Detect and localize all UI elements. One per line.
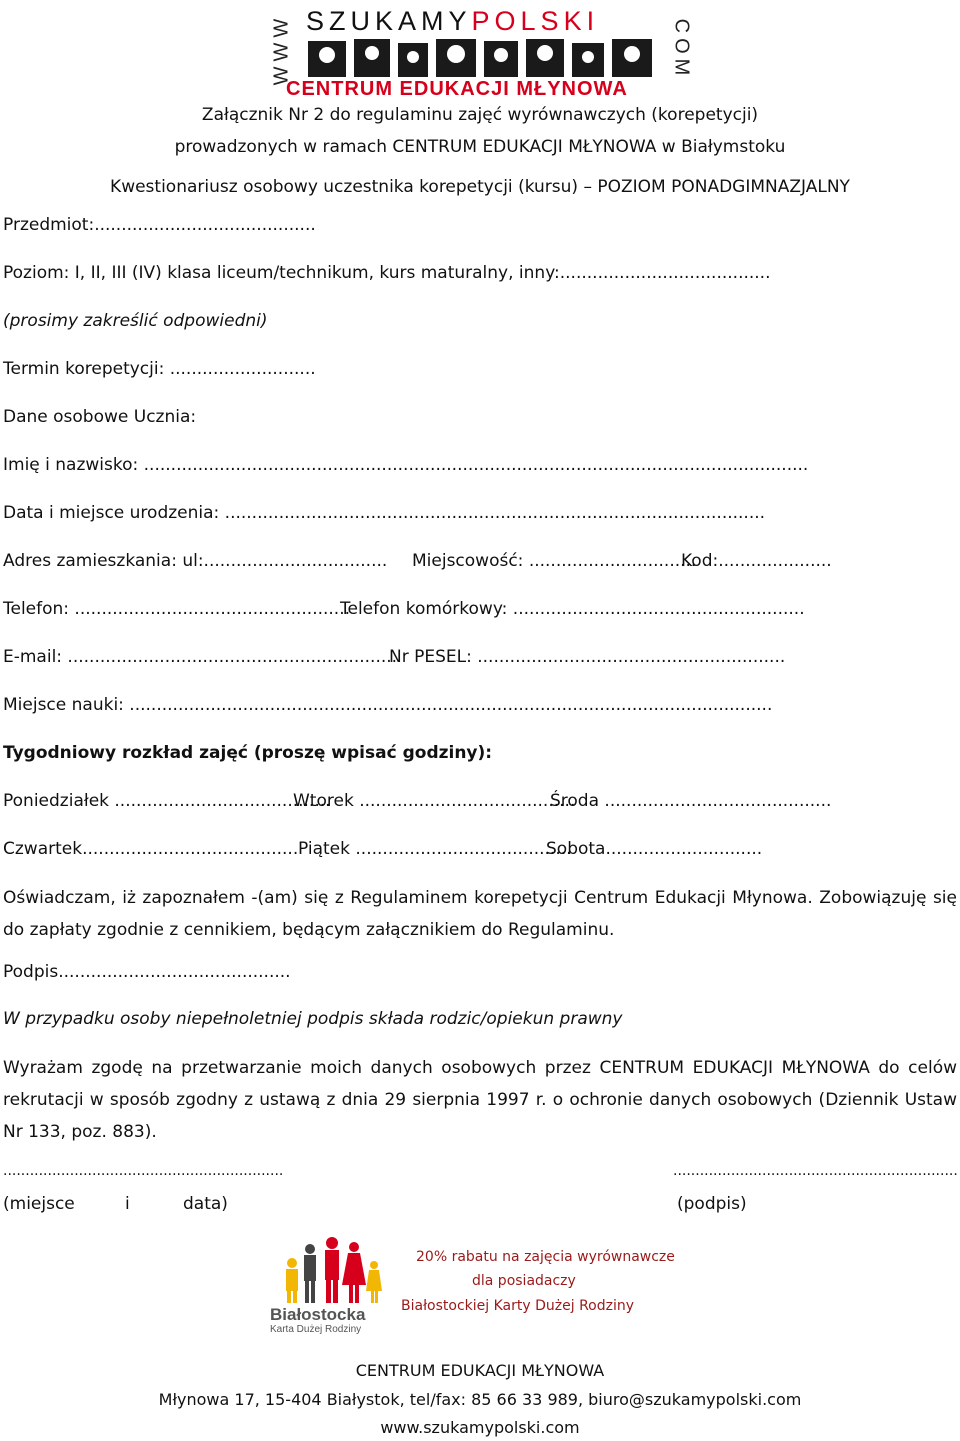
field-podpis[interactable]: Podpis........................................... — [3, 962, 291, 982]
logo-brand: SZUKAMYPOLSKI — [306, 6, 600, 36]
field-data-miejsce-urodzenia[interactable]: Data i miejsce urodzenia: .................................................................................................... — [3, 503, 766, 523]
logo-faces-image — [306, 37, 656, 79]
label-miejsce: (miejsce — [3, 1194, 75, 1214]
family-figures-icon — [274, 1235, 384, 1305]
field-telefon[interactable]: Telefon: ................................................... — [3, 599, 351, 619]
header-logo — [270, 4, 693, 100]
signature-place-date-line[interactable]: ............................................................... — [3, 1163, 284, 1179]
field-czwartek[interactable]: Czwartek........................................ — [3, 839, 299, 859]
label-podpis: (podpis) — [677, 1194, 747, 1214]
label-data: data) — [183, 1194, 228, 1214]
field-sroda[interactable]: Środa .......................................... — [550, 791, 832, 811]
footer-address: Młynowa 17, 15-404 Białystok, tel/fax: 85 66 33 989, biuro@szukamypolski.com — [158, 1390, 802, 1409]
bkdr-logo — [270, 1235, 385, 1335]
field-pesel[interactable]: Nr PESEL: ......................................................... — [389, 647, 786, 667]
promo-card-name: Białostockiej Karty Dużej Rodziny — [401, 1298, 635, 1314]
field-kod[interactable]: Kod:..................... — [681, 551, 832, 571]
section-weekly-schedule: Tygodniowy rozkład zajęć (proszę wpisać godziny): — [3, 743, 493, 763]
note-minor-signature: W przypadku osoby niepełnoletniej podpis składa rodzic/opiekun prawny — [3, 1009, 623, 1029]
field-sobota[interactable]: Sobota............................. — [546, 839, 763, 859]
field-wtorek[interactable]: Wtorek ........................................ — [293, 791, 576, 811]
logo-www: WWW — [270, 13, 293, 86]
bkdr-subtitle: Karta Dużej Rodziny — [270, 1324, 362, 1335]
field-adres-ulica[interactable]: Adres zamieszkania: ul:.................................. — [3, 551, 388, 571]
field-poziom[interactable]: Poziom: I, II, III (IV) klasa liceum/technikum, kurs maturalny, inny:....................................... — [3, 263, 771, 283]
label-i: i — [125, 1194, 130, 1214]
note-select-level: (prosimy zakreślić odpowiedni) — [3, 311, 268, 331]
statement-regulations: Oświadczam, iż zapoznałem -(am) się z Regulaminem korepetycji Centrum Edukacji Młynowa. Zobowiązuję się do zapłaty zgodnie z cennikiem, będącym załącznikiem do Regulaminu. — [3, 888, 957, 940]
bkdr-brand: Białostocka — [270, 1305, 366, 1324]
field-miejsce-nauki[interactable]: Miejsce nauki: ....................................................................................................................... — [3, 695, 773, 715]
promo-discount: 20% rabatu na zajęcia wyrównawcze — [416, 1249, 675, 1265]
logo-com: COM — [670, 18, 693, 81]
field-telefon-komorkowy[interactable]: Telefon komórkowy: ...................................................... — [340, 599, 805, 619]
footer-company-name: CENTRUM EDUKACJI MŁYNOWA — [355, 1361, 605, 1380]
field-przedmiot[interactable]: Przedmiot:......................................... — [3, 215, 316, 235]
title-attachment: Załącznik Nr 2 do regulaminu zajęć wyrównawczych (korepetycji) — [201, 105, 759, 125]
section-student-data: Dane osobowe Ucznia: — [3, 407, 197, 427]
field-termin[interactable]: Termin korepetycji: ........................... — [3, 359, 316, 379]
signature-line[interactable]: ................................................................ — [673, 1163, 958, 1179]
consent-data-processing: Wyrażam zgodę na przetwarzanie moich danych osobowych przez CENTRUM EDUKACJI MŁYNOWA do celów rekrutacji w sposób zgodny z ustawą z dnia 29 sierpnia 1997 r. o ochronie danych osobowych (Dziennik Ustaw Nr 133, poz. 883). — [3, 1058, 957, 1142]
promo-holders: dla posiadaczy — [472, 1273, 576, 1289]
title-organizer: prowadzonych w ramach CENTRUM EDUKACJI MŁYNOWA w Białymstoku — [174, 137, 786, 157]
field-imie-nazwisko[interactable]: Imię i nazwisko: ........................................................................................................................... — [3, 455, 809, 475]
logo-center-name: CENTRUM EDUKACJI MŁYNOWA — [286, 78, 628, 100]
field-poniedzialek[interactable]: Poniedziałek ........................................ — [3, 791, 331, 811]
field-miejscowosc[interactable]: Miejscowość: ............................... — [412, 551, 697, 571]
title-questionnaire: Kwestionariusz osobowy uczestnika korepetycji (kursu) – POZIOM PONADGIMNAZJALNY — [110, 177, 850, 197]
field-email[interactable]: E-mail: ............................................................. — [3, 647, 398, 667]
footer-website-link[interactable]: www.szukamypolski.com — [380, 1418, 580, 1437]
field-piatek[interactable]: Piątek ........................................ — [298, 839, 572, 859]
